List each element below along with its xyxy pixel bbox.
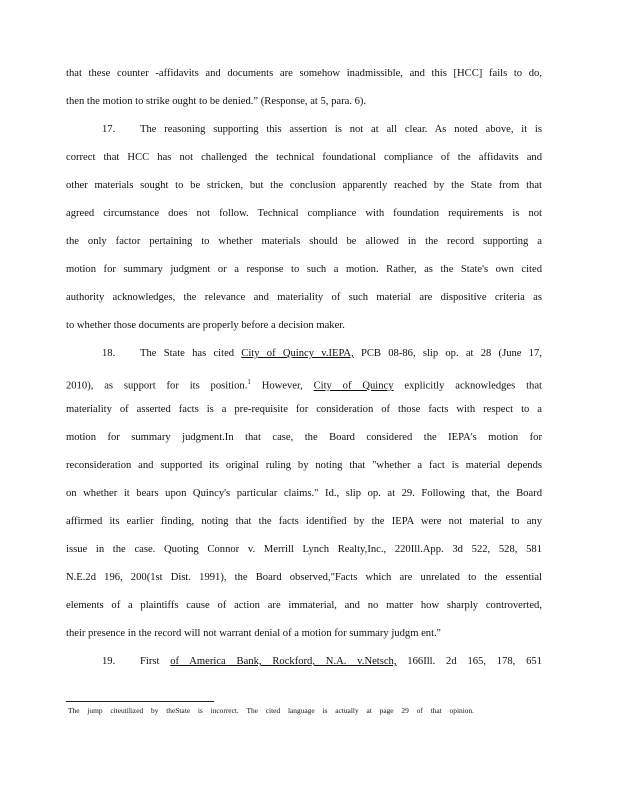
text-line [66, 375, 542, 394]
case-citation: City of Quincy v.IEPA, [241, 348, 354, 359]
text-run: First [140, 656, 171, 667]
text-line: that these counter -affidavits and documents are somehow inadmissible, and this [HCC] fails to do, [66, 68, 542, 79]
footnote-separator [66, 701, 214, 702]
paragraph-number: 19. [102, 656, 116, 667]
text-line: reconsideration and supported its original ruling by noting that "whether a fact is material depends [66, 460, 542, 471]
text-run: 2010), as support for its position. [66, 380, 248, 392]
text-line: to whether those documents are properly before a decision maker. [66, 320, 345, 331]
case-citation: of America Bank, Rockford, N.A. v.Netsch, [170, 656, 397, 667]
footnote-marker: 1 [247, 378, 251, 386]
text-line: authority acknowledges, the relevance and materiality of such material are dispositive criteria as [66, 292, 542, 303]
text-line: agreed circumstance does not follow. Technical compliance with foundation requirements is not [66, 208, 542, 219]
footnote-text: The jump citeutilized by theState is incorrect. The cited language is actually at page 29 of that opinion. [68, 706, 474, 715]
text-line: then the motion to strike ought to be denied.” (Response, at 5, para. 6). [66, 96, 367, 107]
text-line: materiality of asserted facts is a pre-requisite for consideration of those facts with respect to a [66, 404, 542, 415]
text-line: motion for summary judgment or a response to such a motion. Rather, as the State's own cited [66, 264, 542, 275]
text-line: other materials sought to be stricken, but the conclusion apparently reached by the State from that [66, 180, 542, 191]
case-citation: City of Quincy [313, 380, 394, 392]
paragraph-18-first-line [66, 347, 542, 361]
text-run: The reasoning supporting this assertion is not at all clear. As noted above, it is [140, 124, 542, 135]
text-line: correct that HCC has not challenged the technical foundational compliance of the affidavits and [66, 152, 542, 163]
paragraph-number: 17. [102, 124, 116, 135]
text-line: N.E.2d 196, 200(1st Dist. 1991), the Board observed,"Facts which are unrelated to the essential [66, 572, 542, 583]
text-run: 166Ill. 2d 165, 178, 651 [396, 656, 543, 667]
text-line: the only factor pertaining to whether materials should be allowed in the record supporting a [66, 236, 542, 247]
text-run: explicitly acknowledges that [393, 380, 542, 392]
text-run: The State has cited [140, 348, 242, 359]
text-line: on whether it bears upon Quincy's particular claims." Id., slip op. at 29. Following that, the Board [66, 488, 542, 499]
text-line: motion for summary judgment.In that case, the Board considered the IEPA's motion for [66, 432, 542, 443]
text-run: However, [250, 380, 314, 392]
text-line: elements of a plaintiffs cause of action are immaterial, and no matter how sharply controverted, [66, 600, 542, 611]
text-line: affirmed its earlier finding, noting that the facts identified by the IEPA were not material to any [66, 516, 542, 527]
text-line: issue in the case. Quoting Connor v. Merrill Lynch Realty,Inc., 220Ill.App. 3d 522, 528, 581 [66, 544, 542, 555]
text-line: their presence in the record will not warrant denial of a motion for summary judgm ent." [66, 628, 441, 639]
paragraph-19-first-line [66, 655, 542, 669]
paragraph-17-first-line [66, 123, 542, 137]
text-run: PCB 08-86, slip op. at 28 (June 17, [353, 348, 542, 359]
paragraph-number: 18. [102, 348, 116, 359]
